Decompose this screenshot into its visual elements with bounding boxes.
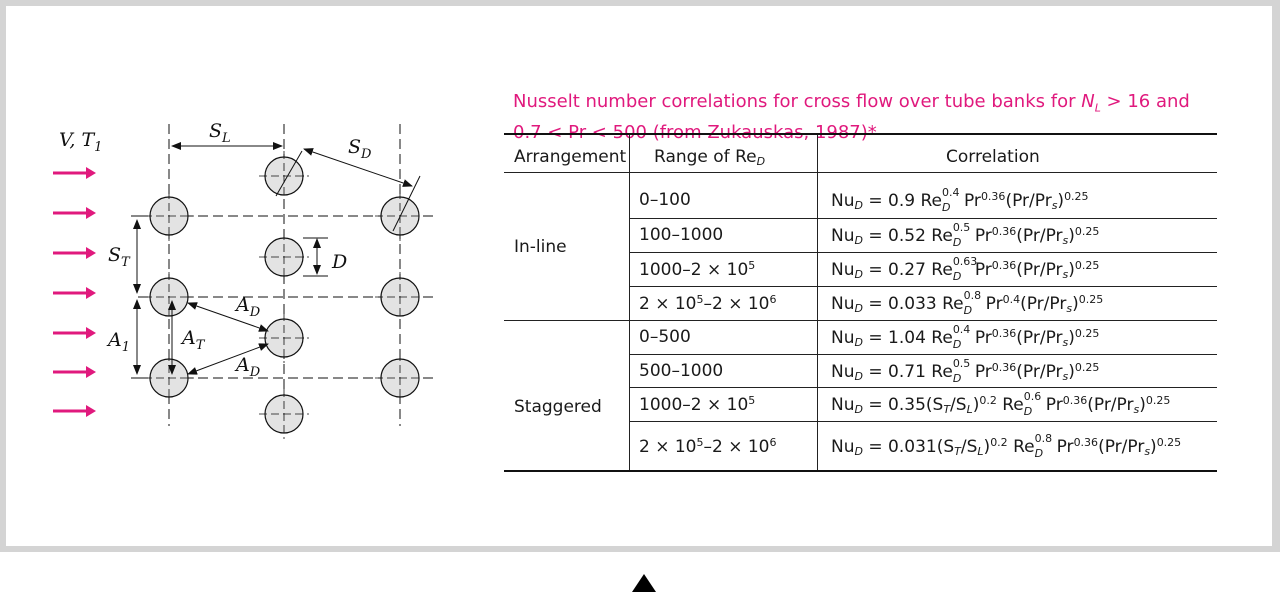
range-text-3: 2 × 10 (639, 294, 697, 314)
prprs-close-0: ) (1057, 190, 1065, 211)
range-cell-5 (639, 361, 723, 381)
pr-1: Pr (974, 226, 992, 246)
nu-0: Nu (831, 190, 855, 211)
group-staggered-text: Staggered (514, 397, 602, 417)
nu-4: Nu (831, 328, 855, 348)
label-sl-main: S (209, 120, 223, 142)
sl-sub-6: L (966, 403, 973, 416)
re-exp-6-sup: 0.6 (1023, 390, 1042, 403)
pr-0: Pr (963, 190, 981, 211)
flow-arrowhead-1 (86, 207, 96, 219)
label-ad-1-main: A (236, 294, 250, 316)
label-at (180, 327, 206, 353)
re-exp-2 (952, 255, 978, 283)
coef-2: = 0.27 Re (862, 260, 953, 280)
re-exp-7-sup: 0.8 (1034, 431, 1053, 445)
prs-sub-1: s (1062, 234, 1069, 247)
col-divider-2 (817, 135, 818, 470)
prprs-open-7: (Pr/Pr (1098, 436, 1145, 457)
col-divider-1 (629, 135, 630, 470)
st-mid-7: /S (960, 436, 978, 457)
re-exp-4 (952, 323, 975, 351)
st-post-7: ) (983, 436, 991, 457)
caption-nl-sub: L (1094, 101, 1101, 115)
range-sup-3: 5 (696, 293, 704, 306)
nu-sub-2: D (854, 268, 863, 281)
label-st-main: S (108, 244, 122, 266)
prs-sub-5: s (1062, 369, 1069, 383)
re-exp-7-sub: D (1034, 446, 1044, 460)
prprs-close-7: ) (1150, 436, 1157, 457)
re-exp-3-sub: D (963, 304, 973, 317)
header-correlation (946, 147, 1040, 167)
table-caption (513, 90, 1213, 145)
pr-exp-5: 0.36 (991, 360, 1017, 374)
range-text-5: 500–1000 (639, 360, 724, 381)
nu-2: Nu (831, 260, 855, 280)
correlation-cell-4 (831, 323, 1100, 351)
prprs-exp-6: 0.25 (1145, 394, 1171, 407)
label-d (331, 251, 347, 273)
group-staggered (514, 397, 602, 417)
nu-sub-0: D (854, 198, 863, 212)
coef2-6: Re (996, 395, 1024, 415)
re-exp-3-sup: 0.8 (963, 289, 982, 302)
prs-sub-7: s (1144, 444, 1151, 458)
pr-5: Pr (974, 361, 992, 382)
range-text-2: 1000–2 × 10 (639, 260, 749, 280)
group-inline-text: In-line (514, 237, 567, 257)
label-at-main: A (182, 327, 196, 349)
label-a1-sub: 1 (121, 340, 131, 355)
slide-content (6, 6, 1272, 546)
re-exp-0-sup: 0.4 (941, 185, 960, 199)
nu-sub-4: D (854, 336, 863, 349)
nu-sub-7: D (854, 444, 863, 458)
correlation-cell-5 (831, 356, 1100, 385)
re-exp-6 (1023, 390, 1046, 418)
nu-sub-5: D (854, 369, 863, 383)
st-exp-7: 0.2 (990, 435, 1008, 449)
pr-6: Pr (1045, 395, 1063, 415)
caption-nl: N (1081, 91, 1095, 112)
label-st-sub: T (121, 255, 130, 270)
row-rule-0 (629, 218, 1217, 219)
pr-7: Pr (1056, 436, 1074, 457)
prprs-close-5: ) (1068, 361, 1075, 382)
re-exp-1-sup: 0.5 (952, 221, 971, 234)
st-sub-6: T (943, 403, 951, 416)
tube-bank-diagram (6, 6, 486, 446)
range-sup-6: 5 (748, 394, 756, 407)
range-cell-0 (639, 190, 691, 210)
re-exp-5 (952, 356, 975, 385)
re-exp-0 (941, 185, 964, 214)
pr-4: Pr (974, 328, 992, 348)
range2-sup-7: 6 (769, 435, 777, 449)
row-rule-5 (629, 387, 1217, 388)
label-sd (348, 136, 372, 162)
range2-text-7: –2 × 10 (703, 436, 770, 457)
caption-line1-pre: Nusselt number correlations for cross flow over tube banks for (513, 91, 1082, 112)
pr-exp-4: 0.36 (991, 327, 1017, 340)
label-st (108, 244, 131, 270)
nu-sub-3: D (854, 302, 863, 315)
row-rule-1 (629, 252, 1217, 253)
flow-arrowhead-5 (86, 366, 96, 378)
label-ad-2-sub: D (249, 365, 261, 380)
flow-arrowhead-2 (86, 247, 96, 259)
row-rule-2 (629, 286, 1217, 287)
prprs-exp-0: 0.25 (1064, 189, 1089, 203)
prs-sub-4: s (1062, 336, 1069, 349)
range-text-1: 100–1000 (639, 225, 724, 245)
header-range (654, 147, 765, 168)
label-ad-1-sub: D (249, 305, 261, 320)
prprs-close-6: ) (1139, 395, 1146, 415)
re-exp-1-sub: D (952, 236, 962, 249)
row-rule-4 (629, 354, 1217, 355)
pr-exp-1: 0.36 (991, 225, 1017, 238)
flow-label-main: V, T (59, 129, 95, 151)
range-cell-3 (639, 293, 777, 314)
nu-3: Nu (831, 294, 855, 314)
range-sup-7: 5 (696, 435, 704, 449)
flow-arrowhead-3 (86, 287, 96, 299)
nu-6: Nu (831, 395, 855, 415)
range-text-6: 1000–2 × 10 (639, 395, 749, 415)
prs-sub-0: s (1051, 198, 1058, 212)
range-sup-2: 5 (748, 259, 756, 272)
flow-arrows (53, 167, 96, 417)
label-sd-sub: D (361, 147, 372, 162)
range-text-7: 2 × 10 (639, 436, 697, 457)
prprs-exp-1: 0.25 (1074, 225, 1100, 238)
label-sl-sub: L (222, 131, 231, 146)
label-sd-main: S (348, 136, 362, 158)
prs-sub-2: s (1062, 268, 1069, 281)
flow-arrowhead-0 (86, 167, 96, 179)
sl-sub-7: L (977, 444, 984, 458)
coef-0: = 0.9 Re (862, 190, 942, 211)
re-exp-6-sub: D (1023, 405, 1033, 418)
re-exp-5-sub: D (952, 371, 962, 385)
re-exp-4-sup: 0.4 (952, 323, 971, 336)
pr-exp-6: 0.36 (1062, 394, 1088, 407)
re-exp-4-sub: D (952, 338, 962, 351)
re-exp-2-sub: D (952, 270, 962, 283)
prs-sub-6: s (1133, 403, 1140, 416)
range-cell-2 (639, 259, 755, 280)
range2-sup-3: 6 (769, 293, 777, 306)
prprs-open-3: (Pr/Pr (1020, 294, 1067, 314)
prprs-exp-7: 0.25 (1156, 435, 1182, 449)
flow-arrowhead-6 (86, 405, 96, 417)
prprs-open-1: (Pr/Pr (1016, 226, 1063, 246)
range-cell-7 (639, 436, 777, 457)
coef-5: = 0.71 Re (862, 361, 953, 382)
label-ad-2 (234, 354, 261, 380)
coef2-7: Re (1007, 436, 1035, 457)
pr-2: Pr (974, 260, 992, 280)
nu-sub-6: D (854, 403, 863, 416)
correlation-cell-0 (831, 185, 1089, 214)
prprs-exp-2: 0.25 (1074, 259, 1100, 272)
flow-arrowhead-4 (86, 327, 96, 339)
table-bottom-rule (504, 470, 1217, 472)
re-exp-2-sup: 0.63 (952, 255, 978, 268)
prprs-open-2: (Pr/Pr (1016, 260, 1063, 280)
label-ad-1 (234, 294, 261, 320)
prprs-open-6: (Pr/Pr (1087, 395, 1134, 415)
prprs-close-2: ) (1068, 260, 1075, 280)
range-cell-4 (639, 327, 691, 347)
st-exp-6: 0.2 (979, 394, 997, 407)
pr-exp-0: 0.36 (980, 189, 1006, 203)
range-text-0: 0–100 (639, 189, 691, 210)
label-at-sub: T (195, 338, 205, 353)
prprs-exp-4: 0.25 (1074, 327, 1100, 340)
range-cell-1 (639, 225, 723, 245)
re-exp-3 (963, 289, 986, 317)
scroll-up-arrow-icon[interactable] (632, 574, 656, 592)
row-rule-3 (504, 320, 1217, 321)
nu-5: Nu (831, 361, 855, 382)
coef-3: = 0.033 Re (862, 294, 964, 314)
label-sl (209, 120, 231, 146)
re-exp-1 (952, 221, 975, 249)
coef-7: = 0.031(S (862, 436, 955, 457)
pr-exp-3: 0.4 (1002, 293, 1021, 306)
prprs-exp-5: 0.25 (1074, 360, 1100, 374)
flow-label (59, 129, 102, 155)
prprs-close-3: ) (1072, 294, 1079, 314)
header-correlation-text: Correlation (946, 147, 1040, 167)
caption-line1-post: > 16 and (1100, 91, 1190, 112)
label-a1-main: A (108, 329, 122, 351)
coef-6: = 0.35(S (862, 395, 944, 415)
header-range-text: Range of Re (654, 147, 757, 167)
range-cell-6 (639, 394, 755, 415)
header-arrangement-text: Arrangement (514, 147, 627, 167)
header-arrangement (514, 147, 626, 167)
nu-sub-1: D (854, 234, 863, 247)
label-ad-2-main: A (236, 354, 250, 376)
pr-exp-2: 0.36 (991, 259, 1017, 272)
nu-1: Nu (831, 226, 855, 246)
st-mid-6: /S (950, 395, 967, 415)
figure-labels (59, 120, 372, 380)
st-post-6: ) (972, 395, 980, 415)
range-text-4: 0–500 (639, 327, 691, 347)
table-top-rule (504, 133, 1217, 135)
prprs-close-4: ) (1068, 328, 1075, 348)
prprs-exp-3: 0.25 (1078, 293, 1104, 306)
correlation-cell-3 (831, 289, 1104, 317)
re-exp-0-sub: D (941, 200, 951, 214)
row-rule-6 (629, 421, 1217, 422)
flow-label-sub: 1 (94, 140, 103, 155)
coef-1: = 0.52 Re (862, 226, 953, 246)
prprs-open-5: (Pr/Pr (1016, 361, 1063, 382)
header-rule (504, 172, 1217, 173)
pr-3: Pr (985, 294, 1003, 314)
correlation-cell-6 (831, 390, 1171, 418)
coef-4: = 1.04 Re (862, 328, 953, 348)
correlation-cell-7 (831, 431, 1182, 460)
correlation-cell-1 (831, 221, 1100, 249)
nu-7: Nu (831, 436, 855, 457)
prprs-open-0: (Pr/Pr (1005, 190, 1052, 211)
label-d-main: D (332, 251, 348, 273)
pr-exp-7: 0.36 (1073, 435, 1099, 449)
re-exp-7 (1034, 431, 1057, 460)
st-sub-7: T (954, 444, 961, 458)
prprs-open-4: (Pr/Pr (1016, 328, 1063, 348)
header-range-sub: D (756, 155, 766, 168)
range2-text-3: –2 × 10 (703, 294, 770, 314)
prs-sub-3: s (1066, 302, 1073, 315)
correlation-cell-2 (831, 255, 1100, 283)
re-exp-5-sup: 0.5 (952, 356, 971, 370)
group-inline (514, 237, 567, 257)
label-a1 (106, 329, 130, 355)
prprs-close-1: ) (1068, 226, 1075, 246)
